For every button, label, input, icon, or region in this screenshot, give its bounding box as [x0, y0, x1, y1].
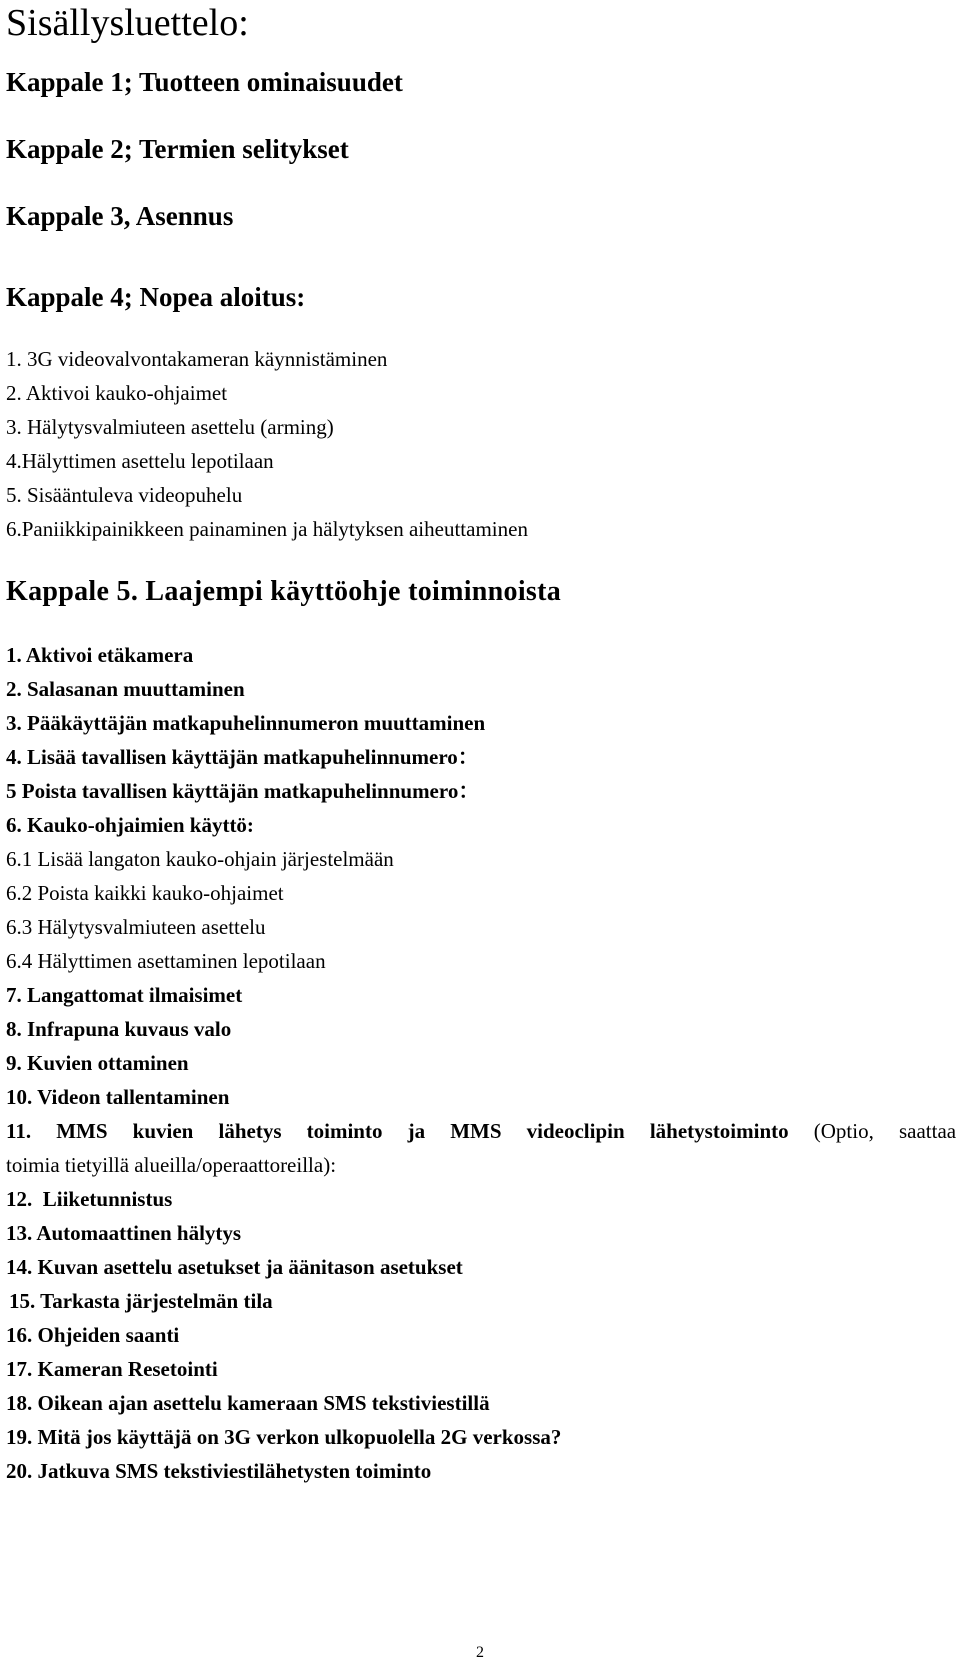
chapter4-item-5: 5. Sisääntuleva videopuhelu [6, 483, 243, 507]
chapter5-item-16: 16. Ohjeiden saanti [6, 1323, 180, 1347]
chapter5-item-6-2: 6.2 Poista kaikki kauko-ohjaimet [6, 881, 284, 905]
chapter-2: Kappale 2; Termien selitykset [6, 134, 349, 164]
chapter5-item-6-3: 6.3 Hälytysvalmiuteen asettelu [6, 915, 266, 939]
chapter4-item-6: 6.Paniikkipainikkeen painaminen ja hälytyksen aiheuttaminen [6, 517, 528, 541]
toc-title: Sisällysluettelo: [6, 2, 249, 44]
chapter5-item-18: 18. Oikean ajan asettelu kameraan SMS tekstiviestillä [6, 1391, 490, 1415]
chapter5-item-6: 6. Kauko-ohjaimien käyttö: [6, 813, 254, 837]
chapter5-item-13: 13. Automaattinen hälytys [6, 1221, 242, 1245]
item11-word: saattaa [898, 1119, 957, 1143]
item11-word: lähetys [218, 1119, 282, 1143]
chapter-4: Kappale 4; Nopea aloitus: [6, 282, 306, 312]
chapter5-item-8: 8. Infrapuna kuvaus valo [6, 1017, 232, 1041]
chapter5-item-11-line2: toimia tietyillä alueilla/operaattoreilla): [6, 1153, 337, 1177]
item11-word: lähetystoiminto [649, 1119, 789, 1143]
chapter-1: Kappale 1; Tuotteen ominaisuudet [6, 67, 403, 97]
chapter-5: Kappale 5. Laajempi käyttöohje toiminnoista [6, 576, 562, 607]
chapter5-item-2: 2. Salasanan muuttaminen [6, 677, 245, 701]
item11-word: MMS [56, 1119, 108, 1143]
chapter5-item-4: 4. Lisää tavallisen käyttäjän matkapuhelinnumero： [6, 745, 479, 769]
item11-word: 11. [6, 1119, 32, 1143]
chapter5-item-9: 9. Kuvien ottaminen [6, 1051, 189, 1075]
chapter4-item-4: 4.Hälyttimen asettelu lepotilaan [6, 449, 274, 473]
item11-word: MMS [450, 1119, 502, 1143]
chapter-3: Kappale 3, Asennus [6, 201, 234, 231]
chapter5-item-10: 10. Videon tallentaminen [6, 1085, 230, 1109]
chapter5-item-1: 1. Aktivoi etäkamera [6, 643, 194, 667]
chapter5-item-6-4: 6.4 Hälyttimen asettaminen lepotilaan [6, 949, 326, 973]
chapter5-item-17: 17. Kameran Resetointi [6, 1357, 218, 1381]
chapter5-item-20: 20. Jatkuva SMS tekstiviestilähetysten toiminto [6, 1459, 432, 1483]
chapter5-item-11-line1 [6, 1121, 956, 1142]
chapter5-item-6-1: 6.1 Lisää langaton kauko-ohjain järjestelmään [6, 847, 394, 871]
chapter5-item-3: 3. Pääkäyttäjän matkapuhelinnumeron muuttaminen [6, 711, 486, 735]
chapter4-item-3: 3. Hälytysvalmiuteen asettelu (arming) [6, 415, 334, 439]
chapter5-item-7: 7. Langattomat ilmaisimet [6, 983, 243, 1007]
chapter4-item-1: 1. 3G videovalvontakameran käynnistäminen [6, 347, 388, 371]
item11-word: toiminto [306, 1119, 383, 1143]
chapter4-item-2: 2. Aktivoi kauko-ohjaimet [6, 381, 228, 405]
item11-word: ja [407, 1119, 426, 1143]
item11-word: (Optio, [813, 1119, 874, 1143]
item11-word: videoclipin [526, 1119, 625, 1143]
page-number: 2 [476, 1644, 484, 1661]
chapter5-item-14: 14. Kuvan asettelu asetukset ja äänitason asetukset [6, 1255, 463, 1279]
chapter5-item-15: 15. Tarkasta järjestelmän tila [9, 1289, 273, 1313]
chapter5-item-5: 5 Poista tavallisen käyttäjän matkapuhelinnumero： [6, 779, 480, 803]
item11-word: kuvien [132, 1119, 194, 1143]
chapter5-item-19: 19. Mitä jos käyttäjä on 3G verkon ulkopuolella 2G verkossa? [6, 1425, 562, 1449]
chapter5-item-12: 12. Liiketunnistus [6, 1187, 173, 1211]
